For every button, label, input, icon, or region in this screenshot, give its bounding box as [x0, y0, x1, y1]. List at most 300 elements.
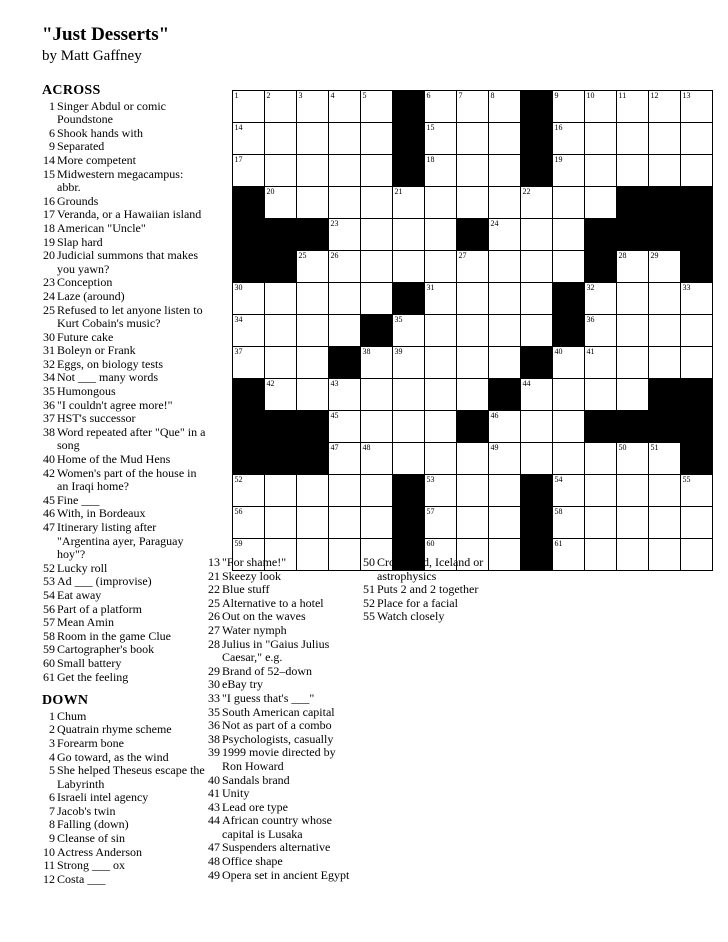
clue-text: Boleyn or Frank	[57, 343, 136, 358]
clue-item[interactable]	[42, 371, 207, 385]
grid-cell[interactable]	[265, 91, 297, 123]
grid-cell[interactable]	[681, 155, 713, 187]
grid-cell[interactable]	[681, 315, 713, 347]
grid-cell[interactable]	[649, 443, 681, 475]
grid-cell[interactable]	[489, 411, 521, 443]
grid-cell[interactable]	[265, 379, 297, 411]
clue-item[interactable]	[207, 583, 352, 597]
grid-cell[interactable]	[585, 475, 617, 507]
grid-cell[interactable]	[425, 155, 457, 187]
clue-item[interactable]	[42, 249, 207, 276]
grid-cell[interactable]	[393, 219, 425, 251]
clue-text: Out on the waves	[222, 609, 306, 624]
clue-number: 22	[208, 582, 220, 597]
clue-number: 13	[208, 555, 220, 569]
grid-cell[interactable]	[393, 187, 425, 219]
clue-item[interactable]	[207, 706, 352, 720]
grid-cell[interactable]	[361, 379, 393, 411]
clue-item[interactable]	[42, 507, 207, 521]
grid-cell[interactable]	[521, 443, 553, 475]
clue-item[interactable]	[42, 154, 207, 168]
clue-item[interactable]	[42, 791, 207, 805]
grid-cell[interactable]	[457, 155, 489, 187]
clue-item[interactable]	[42, 603, 207, 617]
grid-cell[interactable]	[233, 315, 265, 347]
grid-cell[interactable]	[329, 251, 361, 283]
grid-cell[interactable]	[617, 475, 649, 507]
grid-cell[interactable]	[617, 379, 649, 411]
grid-cell[interactable]	[361, 187, 393, 219]
grid-cell[interactable]	[265, 155, 297, 187]
grid-cell[interactable]	[649, 347, 681, 379]
grid-cell[interactable]	[585, 91, 617, 123]
grid-cell[interactable]	[649, 315, 681, 347]
clue-item[interactable]	[207, 610, 352, 624]
clue-item[interactable]	[42, 562, 207, 576]
clue-number: 1	[49, 708, 55, 723]
clue-number: 42	[43, 465, 55, 480]
grid-cell[interactable]	[393, 443, 425, 475]
grid-cell[interactable]	[649, 475, 681, 507]
grid-cell[interactable]	[297, 251, 329, 283]
clue-item[interactable]	[362, 556, 522, 583]
grid-cell[interactable]	[425, 219, 457, 251]
grid-cell[interactable]	[425, 91, 457, 123]
grid-cell[interactable]	[425, 251, 457, 283]
grid-cell[interactable]	[297, 347, 329, 379]
grid-cell[interactable]	[617, 251, 649, 283]
grid-cell[interactable]	[425, 315, 457, 347]
grid-cell[interactable]	[649, 123, 681, 155]
grid-cell[interactable]	[553, 475, 585, 507]
clue-text: Falling (down)	[57, 817, 129, 832]
clue-item[interactable]	[42, 331, 207, 345]
grid-cell[interactable]	[489, 283, 521, 315]
grid-cell[interactable]	[681, 91, 713, 123]
clue-item[interactable]	[42, 859, 207, 873]
grid-cell[interactable]	[617, 155, 649, 187]
grid-cell[interactable]	[457, 315, 489, 347]
clue-item[interactable]	[42, 630, 207, 644]
clue-number: 47	[208, 840, 220, 855]
grid-cell[interactable]	[585, 315, 617, 347]
grid-cell[interactable]	[457, 91, 489, 123]
grid-cell[interactable]	[489, 347, 521, 379]
clue-item[interactable]	[42, 168, 207, 195]
clue-text: Mean Amin	[57, 615, 114, 630]
grid-cell[interactable]	[553, 539, 585, 571]
grid-cell[interactable]	[585, 443, 617, 475]
grid-cell[interactable]	[553, 187, 585, 219]
grid-cell[interactable]	[233, 155, 265, 187]
grid-cell[interactable]	[297, 283, 329, 315]
grid-cell[interactable]	[553, 123, 585, 155]
grid-cell[interactable]	[425, 187, 457, 219]
crossword-grid[interactable]	[232, 90, 713, 571]
grid-cell[interactable]	[361, 91, 393, 123]
clue-number: 16	[43, 193, 55, 208]
grid-cell[interactable]	[297, 315, 329, 347]
grid-cell[interactable]	[361, 347, 393, 379]
grid-cell[interactable]	[617, 443, 649, 475]
grid-cell[interactable]	[681, 123, 713, 155]
grid-cell[interactable]	[265, 187, 297, 219]
grid-cell[interactable]	[521, 379, 553, 411]
grid-cell[interactable]	[297, 155, 329, 187]
clue-item[interactable]	[42, 140, 207, 154]
grid-cell[interactable]	[649, 155, 681, 187]
grid-cell[interactable]	[489, 475, 521, 507]
clue-item[interactable]	[362, 597, 522, 611]
grid-cell[interactable]	[585, 379, 617, 411]
clue-number: 27	[208, 622, 220, 637]
grid-cell[interactable]	[585, 187, 617, 219]
grid-cell-number: 14	[234, 123, 243, 132]
grid-cell[interactable]	[297, 187, 329, 219]
grid-cell[interactable]	[265, 283, 297, 315]
grid-cell[interactable]	[233, 91, 265, 123]
grid-cell[interactable]	[521, 411, 553, 443]
grid-cell[interactable]	[425, 507, 457, 539]
clue-item[interactable]	[42, 873, 207, 887]
grid-cell[interactable]	[457, 123, 489, 155]
grid-row	[233, 123, 713, 155]
clue-number: 30	[43, 329, 55, 344]
clue-item[interactable]	[42, 127, 207, 141]
clue-number: 55	[363, 609, 375, 624]
grid-cell[interactable]	[457, 187, 489, 219]
clue-text: Actress Anderson	[57, 844, 142, 859]
grid-block-cell	[297, 411, 329, 443]
clue-item[interactable]	[42, 657, 207, 671]
grid-cell[interactable]	[361, 219, 393, 251]
grid-block-cell	[393, 91, 425, 123]
clue-number: 38	[43, 424, 55, 439]
clue-item[interactable]	[42, 737, 207, 751]
grid-cell[interactable]	[585, 507, 617, 539]
clue-item[interactable]	[42, 453, 207, 467]
clue-item[interactable]	[207, 692, 352, 706]
grid-cell[interactable]	[393, 379, 425, 411]
clue-item[interactable]	[362, 583, 522, 597]
grid-cell[interactable]	[681, 283, 713, 315]
clue-item[interactable]	[42, 290, 207, 304]
grid-cell[interactable]	[617, 347, 649, 379]
clue-item[interactable]	[42, 426, 207, 453]
grid-cell[interactable]	[649, 91, 681, 123]
clue-number: 23	[43, 275, 55, 290]
grid-cell[interactable]	[233, 347, 265, 379]
grid-cell-number: 25	[298, 251, 307, 260]
clue-item[interactable]	[42, 467, 207, 494]
grid-row	[233, 187, 713, 219]
grid-cell[interactable]	[681, 475, 713, 507]
grid-cell[interactable]	[617, 123, 649, 155]
grid-cell[interactable]	[329, 219, 361, 251]
grid-cell[interactable]	[425, 443, 457, 475]
grid-cell[interactable]	[649, 283, 681, 315]
grid-cell[interactable]	[361, 123, 393, 155]
grid-block-cell	[681, 379, 713, 411]
clue-text: South American capital	[222, 704, 335, 719]
clue-item[interactable]	[42, 222, 207, 236]
grid-cell[interactable]	[585, 283, 617, 315]
clue-item[interactable]	[42, 710, 207, 724]
grid-cell[interactable]	[649, 507, 681, 539]
grid-cell[interactable]	[361, 411, 393, 443]
grid-block-cell	[681, 411, 713, 443]
grid-cell[interactable]	[553, 379, 585, 411]
grid-cell[interactable]	[393, 251, 425, 283]
grid-cell[interactable]	[361, 283, 393, 315]
grid-cell[interactable]	[489, 219, 521, 251]
grid-cell[interactable]	[553, 91, 585, 123]
grid-cell[interactable]	[393, 347, 425, 379]
grid-cell[interactable]	[489, 187, 521, 219]
clue-item[interactable]	[42, 358, 207, 372]
grid-block-cell	[265, 443, 297, 475]
grid-cell[interactable]	[489, 251, 521, 283]
grid-cell-number: 27	[458, 251, 467, 260]
grid-cell[interactable]	[681, 507, 713, 539]
grid-cell[interactable]	[329, 187, 361, 219]
grid-cell[interactable]	[297, 507, 329, 539]
grid-cell-number: 2	[266, 91, 271, 100]
grid-cell[interactable]	[649, 539, 681, 571]
grid-cell[interactable]	[361, 155, 393, 187]
grid-cell[interactable]	[553, 507, 585, 539]
clue-item[interactable]	[42, 236, 207, 250]
clue-item[interactable]	[42, 208, 207, 222]
grid-cell[interactable]	[265, 347, 297, 379]
grid-block-cell	[393, 123, 425, 155]
grid-cell-number: 1	[234, 91, 239, 100]
grid-cell[interactable]	[681, 347, 713, 379]
clue-number: 4	[49, 749, 55, 764]
grid-cell[interactable]	[361, 251, 393, 283]
grid-cell[interactable]	[233, 283, 265, 315]
grid-cell[interactable]	[489, 91, 521, 123]
clue-item[interactable]	[207, 869, 352, 883]
grid-cell[interactable]	[329, 411, 361, 443]
clue-item[interactable]	[42, 764, 207, 791]
clue-item[interactable]	[207, 678, 352, 692]
grid-cell[interactable]	[617, 315, 649, 347]
grid-cell-number: 45	[330, 411, 339, 420]
clue-item[interactable]	[42, 818, 207, 832]
grid-cell[interactable]	[233, 475, 265, 507]
grid-cell[interactable]	[553, 155, 585, 187]
grid-cell[interactable]	[553, 411, 585, 443]
grid-block-cell	[457, 219, 489, 251]
clue-item[interactable]	[207, 570, 352, 584]
grid-cell[interactable]	[329, 91, 361, 123]
grid-cell-number: 7	[458, 91, 463, 100]
clue-item[interactable]	[207, 814, 352, 841]
grid-cell[interactable]	[425, 379, 457, 411]
clue-item[interactable]	[207, 841, 352, 855]
grid-cell-number: 52	[234, 475, 243, 484]
grid-cell[interactable]	[265, 507, 297, 539]
clue-item[interactable]	[42, 399, 207, 413]
clue-number: 40	[43, 452, 55, 467]
grid-cell[interactable]	[361, 443, 393, 475]
clue-item[interactable]	[362, 610, 522, 624]
clue-item[interactable]	[207, 733, 352, 747]
grid-cell[interactable]	[489, 443, 521, 475]
grid-cell[interactable]	[457, 475, 489, 507]
clue-item[interactable]	[42, 751, 207, 765]
clue-item[interactable]	[42, 344, 207, 358]
grid-cell[interactable]	[521, 187, 553, 219]
clue-number: 11	[43, 858, 55, 873]
grid-cell[interactable]	[393, 315, 425, 347]
clue-item[interactable]	[42, 385, 207, 399]
clue-item[interactable]	[207, 746, 352, 773]
clue-item[interactable]	[42, 575, 207, 589]
grid-cell[interactable]	[585, 123, 617, 155]
grid-cell[interactable]	[649, 251, 681, 283]
clue-text: Separated	[57, 139, 105, 154]
grid-block-cell	[233, 443, 265, 475]
grid-cell[interactable]	[425, 475, 457, 507]
clue-item[interactable]	[42, 100, 207, 127]
grid-cell[interactable]	[457, 379, 489, 411]
grid-cell[interactable]	[425, 411, 457, 443]
grid-cell[interactable]	[329, 155, 361, 187]
grid-cell[interactable]	[457, 283, 489, 315]
grid-cell[interactable]	[457, 507, 489, 539]
grid-cell[interactable]	[521, 219, 553, 251]
clue-item[interactable]	[207, 801, 352, 815]
clue-item[interactable]	[207, 556, 352, 570]
grid-cell[interactable]	[585, 539, 617, 571]
grid-cell[interactable]	[681, 539, 713, 571]
clue-item[interactable]	[42, 521, 207, 562]
clue-number: 31	[43, 343, 55, 358]
grid-cell[interactable]	[617, 507, 649, 539]
grid-block-cell	[233, 251, 265, 283]
grid-cell[interactable]	[489, 315, 521, 347]
page-title: "Just Desserts"	[42, 24, 170, 45]
grid-cell[interactable]	[329, 379, 361, 411]
grid-cell[interactable]	[521, 315, 553, 347]
grid-cell[interactable]	[457, 347, 489, 379]
across-heading: ACROSS	[42, 83, 101, 98]
grid-cell[interactable]	[233, 123, 265, 155]
grid-cell[interactable]	[425, 283, 457, 315]
grid-cell[interactable]	[297, 475, 329, 507]
grid-cell[interactable]	[297, 123, 329, 155]
grid-cell[interactable]	[329, 443, 361, 475]
grid-cell[interactable]	[361, 507, 393, 539]
clue-text: Brand of 52–down	[222, 663, 312, 678]
grid-cell[interactable]	[617, 91, 649, 123]
grid-cell[interactable]	[617, 283, 649, 315]
clue-item[interactable]	[42, 494, 207, 508]
clue-item[interactable]	[42, 805, 207, 819]
grid-cell[interactable]	[265, 475, 297, 507]
clue-item[interactable]	[42, 846, 207, 860]
grid-block-cell	[457, 411, 489, 443]
grid-block-cell	[553, 283, 585, 315]
clue-number: 36	[43, 397, 55, 412]
grid-cell[interactable]	[489, 507, 521, 539]
grid-cell[interactable]	[553, 443, 585, 475]
clue-item[interactable]	[42, 276, 207, 290]
grid-cell[interactable]	[489, 123, 521, 155]
grid-cell[interactable]	[425, 347, 457, 379]
clue-item[interactable]	[42, 304, 207, 331]
grid-cell[interactable]	[297, 379, 329, 411]
clue-number: 2	[49, 722, 55, 737]
grid-cell[interactable]	[553, 251, 585, 283]
clue-item[interactable]	[42, 412, 207, 426]
clue-item[interactable]	[207, 624, 352, 638]
grid-cell[interactable]	[329, 507, 361, 539]
grid-row	[233, 347, 713, 379]
grid-cell[interactable]	[393, 411, 425, 443]
grid-cell[interactable]	[329, 315, 361, 347]
grid-cell[interactable]	[585, 155, 617, 187]
clue-number: 25	[43, 302, 55, 317]
clue-item[interactable]	[42, 195, 207, 209]
grid-block-cell	[489, 379, 521, 411]
clue-text: Women's part of the house in an Iraqi home?	[57, 465, 197, 494]
clue-text: Not ___ many words	[57, 370, 158, 385]
clue-item[interactable]	[42, 723, 207, 737]
grid-cell[interactable]	[233, 507, 265, 539]
grid-cell[interactable]	[553, 219, 585, 251]
clue-item[interactable]	[42, 671, 207, 685]
grid-cell[interactable]	[265, 315, 297, 347]
clue-item[interactable]	[42, 832, 207, 846]
clue-item[interactable]	[207, 774, 352, 788]
clue-item[interactable]	[207, 665, 352, 679]
clue-text: Get the feeling	[57, 669, 129, 684]
grid-block-cell	[393, 507, 425, 539]
clue-number: 50	[363, 555, 375, 569]
grid-cell[interactable]	[329, 475, 361, 507]
grid-cell[interactable]	[265, 123, 297, 155]
grid-cell[interactable]	[521, 283, 553, 315]
grid-cell[interactable]	[329, 283, 361, 315]
clue-item[interactable]	[207, 787, 352, 801]
clue-item[interactable]	[42, 643, 207, 657]
grid-cell[interactable]	[617, 539, 649, 571]
grid-cell[interactable]	[553, 347, 585, 379]
clue-item[interactable]	[42, 616, 207, 630]
grid-cell[interactable]	[425, 123, 457, 155]
clue-item[interactable]	[207, 855, 352, 869]
clue-number: 14	[43, 152, 55, 167]
grid-cell[interactable]	[489, 155, 521, 187]
clue-item[interactable]	[207, 638, 352, 665]
grid-cell[interactable]	[297, 91, 329, 123]
grid-cell[interactable]	[329, 123, 361, 155]
grid-block-cell	[521, 91, 553, 123]
clue-item[interactable]	[207, 719, 352, 733]
grid-block-cell	[233, 411, 265, 443]
clue-item[interactable]	[207, 597, 352, 611]
clue-item[interactable]	[42, 589, 207, 603]
grid-cell[interactable]	[585, 347, 617, 379]
grid-cell[interactable]	[521, 251, 553, 283]
grid-cell[interactable]	[457, 251, 489, 283]
grid-row	[233, 411, 713, 443]
grid-cell[interactable]	[361, 475, 393, 507]
grid-cell[interactable]	[457, 443, 489, 475]
